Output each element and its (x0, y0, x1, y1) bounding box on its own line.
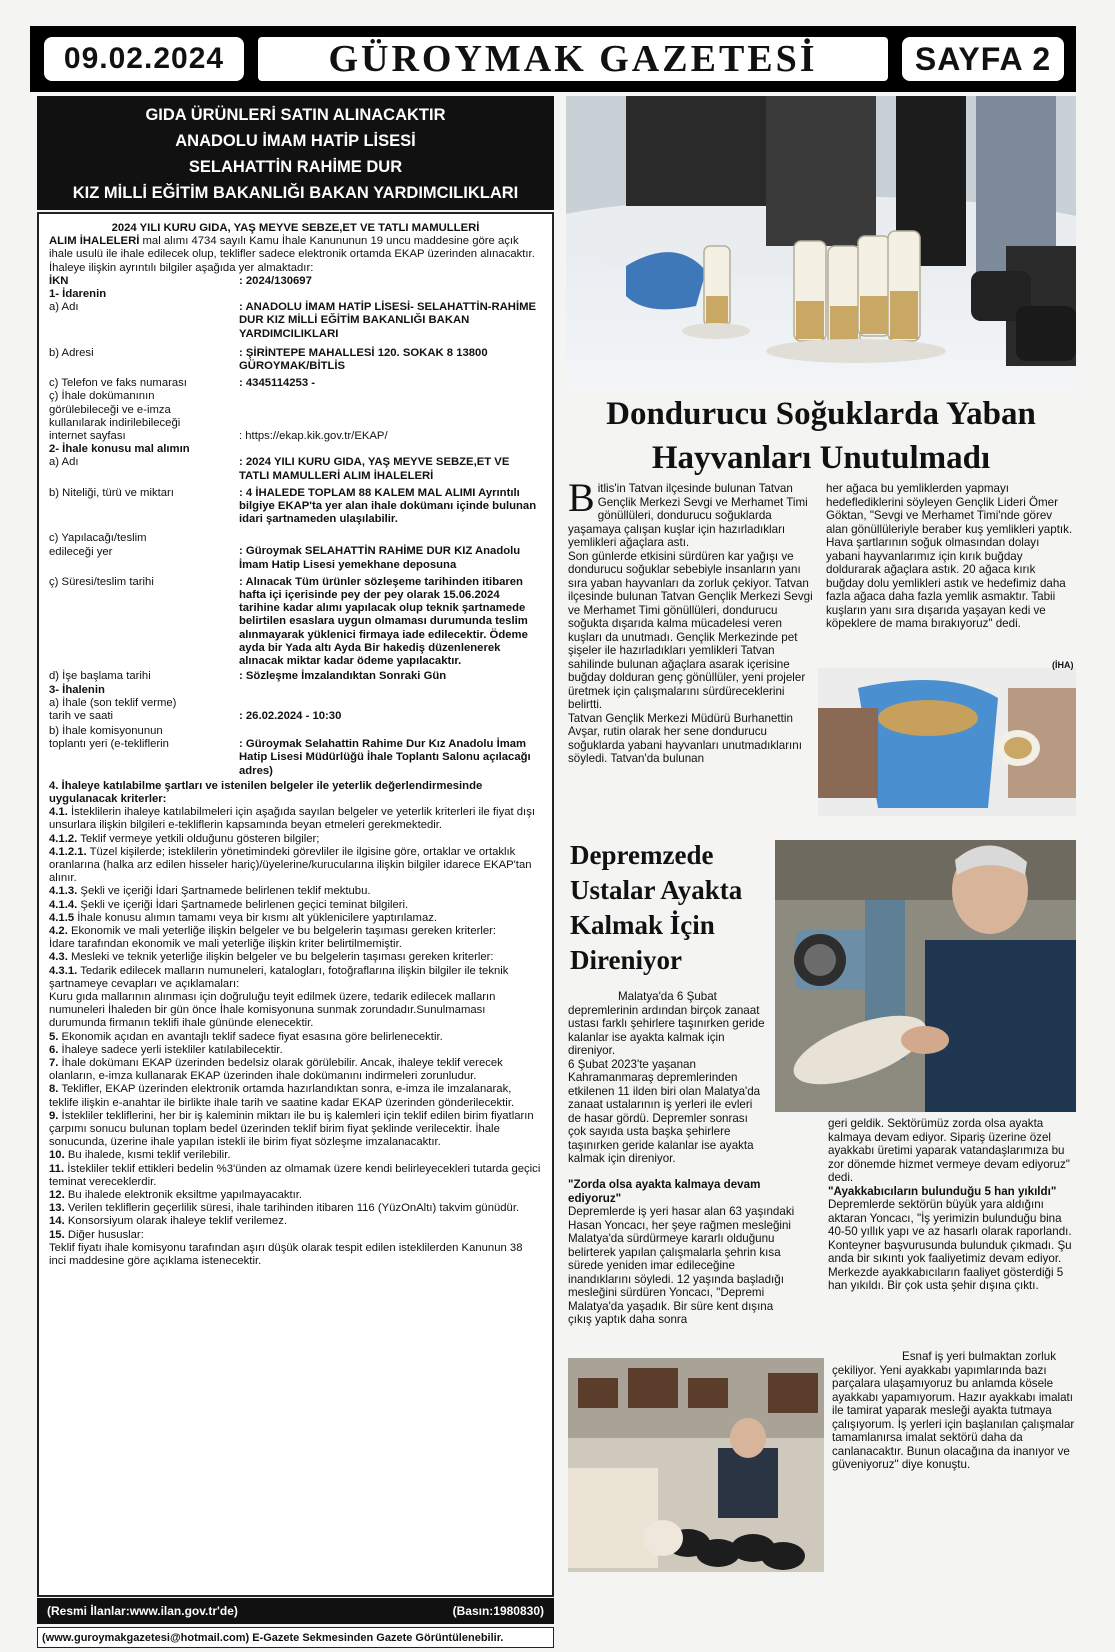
photo-credit: (İHA) (1052, 660, 1074, 670)
section-heading: 3- İhalenin (49, 683, 105, 696)
ilan-paragraph (49, 1110, 542, 1150)
ilan-intro (49, 235, 542, 261)
paragraph-text: Verilen tekliflerin geçerlilik süresi, ihale tarihinden itibaren 116 (YüzOnAltı) takvim günüdür. (64, 1202, 520, 1215)
article2-para: Depremlerde sektörün büyük yara aldığını aktaran Yoncacı, "İş yerimizin bulunduğu bina 40-50 yıllık yapı ve az hasarlı olarak raporlandı. Konteyner başvurusunda bulunduk çıkmadı. Şu anda bir sıkıntı yok faaliyetimiz devam ediyor. Merkezde ayakkabıcıların faaliyet gösterdiği 5 han yıkıldı. Bir çok usta şehir dışına çıktı. (828, 1198, 1072, 1292)
paragraph-text: İstekliler tekliflerini, her bir iş kaleminin miktarı ile bu iş kalemleri için teklif edilen birim fiyatların çarpımı sonucu bulunan toplam bedel üzerinden teklif birim fiyat şeklinde verilecektir. İhale sonucunda, üzerine ihale yapılan istekli ile birim fiyat sözleşme imzalanacaktır. (49, 1109, 534, 1149)
kv-baslama (49, 670, 542, 683)
ilan-header-line: SELAHATTİN RAHİME DUR (188, 158, 403, 176)
ilan-intro-text: mal alımı 4734 sayılı Kamu İhale Kanununun 19 uncu maddesine göre açık ihale usulü ile ihale edilecek olup, teklifler sadece elektronik ortamda EKAP üzerinden alınacaktır. (49, 235, 535, 261)
article1-para: Son günlerde etkisini sürdüren kar yağışı ve dondurucu soğuklar sebebiyle insanların yanı sıra yaban hayvanları da zorluk çekiyor. Tatvan ilçesinde bulunan Tatvan Gençlik Merkezi Sevgi ve Merhamet Timi gönüllüleri, dondurucu soğukta dışarıda kalma mücadelesi veren kuşları da unutmadı. Gençlik Merkezinde pet şişeler ile hazırladıkları yemlikleri Tatvan sahilinde bulunan ağaçlara asarak içerisine buğday dolduran genç gönüllüler, yeni projeler üretmek için çalışmalarını sürdüreceklerini belirtti. (568, 549, 813, 711)
article2-headline (570, 838, 770, 978)
ilan-paragraph (49, 1242, 542, 1268)
paragraph-number: 4.1.2. (49, 832, 78, 845)
paragraph-text: Ekonomik açıdan en avantajlı teklif sadece fiyat esasına göre belirlenecektir. (58, 1030, 443, 1043)
kv-value: : 4345114253 - (239, 377, 316, 390)
ilan-header-line: KIZ MİLLİ EĞİTİM BAKANLIĞI BAKAN YARDIMCILIKLARI (72, 184, 519, 202)
article1-lead: itlis'in Tatvan ilçesinde bulunan Tatvan Gençlik Merkezi Sevgi ve Merhamet Timi gönüllüleri, dondurucu soğuklarda yaşamaya çalışan kuşlar için hazırladıkları yemlikleri ağaçlara astı. (568, 482, 808, 549)
headline-line: Direniyor (570, 945, 682, 975)
shoemaker-photo (775, 840, 1076, 1112)
section-heading: 4. İhaleye katılabilme şartları ve istenilen belgeler ile yeterlik değerlendirmesinde uygulanacak kriterler: (49, 779, 483, 805)
paragraph-text: Bu ihalede elektronik eksiltme yapılmayacaktır. (64, 1189, 303, 1202)
kv-value: : 2024/130697 (239, 274, 312, 287)
paragraph-text: Diğer hususlar: (64, 1228, 144, 1241)
kv-toplanti-yeri (49, 725, 542, 778)
page-number: SAYFA 2 (902, 37, 1064, 81)
ilan-body (37, 212, 554, 1597)
ilan-paragraph (49, 833, 542, 846)
ilan-paragraph (49, 1163, 542, 1189)
paragraph-number: 12. (49, 1189, 65, 1202)
paragraph-text: Ekonomik ve mali yeterliğe ilişkin belgeler ve bu belgelerin taşıması gereken kriterler: (67, 924, 497, 937)
feeder-filling-photo (818, 668, 1076, 816)
kv-label: b) Niteliği, türü ve miktarı (49, 486, 174, 499)
kv-value: : 4 İHALEDE TOPLAM 88 KALEM MAL ALIMI Ayrıntılı bilgiye EKAP'ta yer alan ihale dokümanı içinde bulunan idari şartnameden ulaşılabilir. (239, 486, 537, 526)
kv-label: c) Yapılacağı/teslim edileceği yer (49, 532, 147, 558)
ilan-header-line: ANADOLU İMAM HATİP LİSESİ (175, 132, 416, 150)
paragraph-number: 6. (49, 1043, 59, 1056)
paragraph-text: Tüzel kişilerde; isteklilerin yönetimindeki görevliler ile ilgisine göre, ortaklar ve ortaklık oranlarına (halka arz edilen hisseler hariç)/üyelerine/kurucularına ilişkin bilgiler idarece EKAP'tan alınır. (49, 845, 532, 885)
article1-para: her ağaca bu yemliklerden yapmayı hedeflediklerini söyleyen Gençlik Lideri Ömer Göktan, "Sevgi ve Merhamet Timi'nde görev alan gönüllüleriyle beraber kuş yemlikleri yaptık. Hava şartlarının soğuk olmasından dolayı yabani hayvanlarımız için kırık buğday doldurarak ağaçlara astık. 20 ağaca kırık buğday dolu yemlikleri astık ve hedefimiz daha fazla ağaca daha fazla yemlik asmaktır. Tabii kuşların yanı sıra dışarıda yaşayan kedi ve köpeklere de mama bırakıyoruz" dedi. (826, 482, 1073, 630)
ilan-paragraph (49, 938, 542, 951)
ilan-footer (37, 1598, 554, 1624)
article1-col1 (568, 475, 814, 766)
paragraph-text: Teklifler, EKAP üzerinden elektronik ortamda hazırlandıktan sonra, e-imza ile imzalanarak, teklife ilişkin e-anahtar ile birlikte ihale tarih ve saatine kadar EKAP üzerinden gönderilecektir. (49, 1083, 515, 1109)
paragraph-number: 5. (49, 1030, 59, 1043)
paragraph-text: Konsorsiyum olarak ihaleye teklif verilemez. (64, 1215, 287, 1228)
ilan-header-line: GIDA ÜRÜNLERİ SATIN ALINACAKTIR (145, 106, 446, 124)
paragraph-number: 4.1. (49, 806, 68, 819)
ilan-paragraph (49, 899, 542, 912)
article2-subheading: "Zorda olsa ayakta kalmaya devam ediyoruz" (568, 1178, 761, 1205)
ilan-intro-bold: ALIM İHALELERİ (49, 235, 140, 248)
article1-para: Tatvan Gençlik Merkezi Müdürü Burhanettin Avşar, rutin olarak her sene dondurucu soğuklarda yabani hayvanları unutmadıklarını söyledi. Tatvan'da bulunan (568, 711, 802, 765)
basin-number: (Basın:1980830) (452, 1604, 544, 1618)
ilan-paragraphs (49, 806, 542, 1268)
kv-value: : ANADOLU İMAM HATİP LİSESİ- SELAHATTİN-RAHİME DUR KIZ MİLLİ EĞİTİM BAKANLIĞI BAKAN YARDIMCILIKLARI (239, 301, 537, 340)
article2-subheading: "Ayakkabıcıların bulunduğu 5 han yıkıldı" (828, 1184, 1057, 1198)
paragraph-number: 15. (49, 1228, 65, 1241)
paragraph-text: Teklif fiyatı ihale komisyonu tarafından aşırı düşük olarak tespit edilen isteklilerden Kanunun 38 inci maddesine göre açıklama istenecektir. (49, 1241, 523, 1268)
paragraph-number: 4.2. (49, 924, 68, 937)
ilan-paragraph (49, 885, 542, 898)
paragraph-number: 14. (49, 1215, 65, 1228)
paragraph-number: 4.3. (49, 951, 68, 964)
ilan-paragraph (49, 806, 542, 832)
ilan-paragraph (49, 925, 542, 938)
newspaper-title: GÜROYMAK GAZETESİ (258, 37, 888, 81)
section-heading: 1- İdarenin (49, 288, 107, 301)
paragraph-text: Tedarik edilecek malların numuneleri, katalogları, fotoğraflarına ilişkin bilgiler ile teknik şartnameye cevapları ve açıklamaları: (49, 964, 509, 990)
kv-label: b) Adresi (49, 346, 94, 359)
headline-line: Hayvanları Unutulmadı (651, 440, 991, 476)
ilan-paragraph (49, 846, 542, 886)
paragraph-text: İsteklilerin ihaleye katılabilmeleri için aşağıda sayılan belgeler ve yeterlik kriterleri ile fiyat dışı unsurlara ilişkin bilgileri e-tekliflerin kapsamında beyan etmeleri gerekmektedir. (49, 806, 535, 832)
ilan-paragraph (49, 1215, 542, 1228)
kv-label: a) Adı (49, 456, 79, 469)
ilan-paragraph (49, 1149, 542, 1162)
kv-label: a) Adı (49, 301, 79, 314)
kv-value: : 2024 YILI KURU GIDA, YAŞ MEYVE SEBZE,ET VE TATLI MAMULLERİ ALIM İHALELERİ (239, 456, 510, 482)
paragraph-text: İhale dokümanı EKAP üzerinden bedelsiz olarak görülebilir. Ancak, ihaleye teklif verecek olanların, e-imza kullanarak EKAP üzerinden ihale dokümanını indirmeleri zorunludur. (49, 1056, 503, 1083)
article2-para: Esnaf iş yeri bulmaktan zorluk çekiliyor. Yeni ayakkabı yapımlarında bazı parçalara ulaşamıyoruz bu anlamda kösele ayakkabı yapamıyorum. Hazır ayakkabı imalatı ile tamirat yaparak mesleği ayakta tutmaya çalışıyorum. İş yerleri için başlanılan çalışmalar tamamlanırsa imalat sektörü daha da canlanacaktır. Bunun olacağına da inanıyor ve güveniyoruz" diye konuştu. (832, 1350, 1075, 1471)
paragraph-number: 4.1.3. (49, 885, 78, 898)
article1-headline (566, 392, 1076, 480)
paragraph-number: 4.1.5 (49, 911, 75, 924)
article2-para: geri geldik. Sektörümüz zorda olsa ayakta kalmaya devam ediyor. Sipariş üzerine özel ayakkabı üretimi yaparak vatandaşlarımıza bu zor dönemde hizmet vermeye devam ediyoruz" dedi. (828, 1117, 1070, 1184)
kv-ihale-tarihi (49, 697, 542, 723)
kv-ikn (49, 275, 542, 288)
kv-dokuman (49, 390, 542, 443)
paragraph-text: İdare tarafından ekonomik ve mali yeterliğe ilişkin kriter belirtilmemiştir. (49, 938, 402, 951)
kv-nitelik (49, 487, 542, 527)
ilan-paragraph (49, 991, 542, 1031)
paragraph-text: Şekli ve içeriği İdari Şartnamede belirlenen geçici teminat bilgileri. (77, 898, 409, 911)
shoe-shop-photo (568, 1358, 824, 1572)
kv-label: İKN (49, 274, 69, 287)
article2-col2a (828, 1117, 1076, 1293)
ilan-paragraph (49, 965, 542, 991)
kv-label: ç) Süresi/teslim tarihi (49, 575, 154, 588)
article2-col1a (568, 990, 768, 1166)
ilan-header (37, 96, 554, 210)
ilan-intro-text2: İhaleye ilişkin ayrıntılı bilgiler aşağıda yer almaktadır: (49, 261, 314, 274)
section-heading: 2- İhale konusu mal alımın (49, 443, 190, 456)
paragraph-text: Mesleki ve teknik yeterliğe ilişkin belgeler ve bu belgelerin taşıması gereken kriterler: (67, 951, 494, 964)
kv-mal-adi (49, 456, 542, 482)
kv-value: : Sözleşme İmzalandıktan Sonraki Gün (239, 670, 447, 683)
headline-line: Kalmak İçin (570, 910, 715, 940)
kv-value: : Alınacak Tüm ürünler sözleşeme tarihinden itibaren hafta içi içerisinde pey der pey olarak 15.06.2024 tarihine kadar alımı yapılacak olup teknik şartnamede belirtilen esaslara uygun olmaması durumunda teslim alınmayarak yüklenici firmaya iade edilecektir. Ödeme ayda bir Yada altı Ayda Bir hakediş düzenlenerek alınacak miktar kadar ödeme yapılacaktır. (239, 575, 528, 668)
issue-date: 09.02.2024 (44, 37, 244, 81)
kv-telefon (49, 377, 542, 390)
paragraph-text: İhaleye sadece yerli istekliler katılabilecektir. (58, 1043, 283, 1056)
kv-idare-adi (49, 301, 542, 341)
kv-label: b) İhale komisyonunun toplantı yeri (e-tekliflerin (49, 725, 169, 751)
article2-para: Malatya'da 6 Şubat depremlerinin ardından birçok zanaat ustası farklı şehirlere taşınırken geride kalanlar ise ayakta kalmak için direniyor. (568, 990, 765, 1057)
paragraph-text: İstekliler teklif ettikleri bedelin %3'ünden az olmamak üzere kendi belirleyecekleri tutarda geçici teminat vereceklerdir. (49, 1162, 541, 1188)
kv-label: c) Telefon ve faks numarası (49, 377, 187, 390)
paragraph-text: Bu ihalede, kısmi teklif verilebilir. (64, 1149, 231, 1162)
dropcap: B (568, 475, 595, 520)
kv-value: : 26.02.2024 - 10:30 (239, 709, 342, 722)
bird-feeder-photo (566, 96, 1076, 394)
ilan-intro-title: 2024 YILI KURU GIDA, YAŞ MEYVE SEBZE,ET VE TATLI MAMULLERİ (111, 222, 480, 234)
egazete-note: (www.guroymakgazetesi@hotmail.com) E-Gazete Sekmesinden Gazete Görüntülenebilir. (37, 1627, 554, 1648)
ilan-paragraph (49, 951, 542, 964)
paragraph-number: 8. (49, 1083, 59, 1096)
ilan-paragraph (49, 912, 542, 925)
paragraph-number: 10. (49, 1149, 65, 1162)
article2-para: 6 Şubat 2023'te yaşanan Kahramanmaraş depremlerinden etkilenen 11 ilden biri olan Malatya'da zanaat ustalarının iş yerleri ile evleri de hasar gördü. Depremler sonrası çok sayıda usta başka şehirlere taşınırken geride kalanlar ise ayakta kalmak için direniyor. (568, 1057, 761, 1165)
headline-line: Ustalar Ayakta (570, 875, 743, 905)
ilan-paragraph (49, 1202, 542, 1215)
paragraph-number: 9. (49, 1109, 59, 1122)
paragraph-text: Şekli ve içeriği İdari Şartnamede belirlenen teklif mektubu. (77, 885, 371, 898)
resmi-ilan-note: (Resmi İlanlar:www.ilan.gov.tr'de) (47, 1604, 238, 1618)
article2-col2b (832, 1350, 1076, 1472)
article2-col1b (568, 1178, 800, 1327)
headline-line: Dondurucu Soğuklarda Yaban (606, 396, 1036, 432)
paragraph-number: 7. (49, 1056, 59, 1069)
kv-value: : Güroymak SELAHATTİN RAHİME DUR KIZ Anadolu İmam Hatip Lisesi yemekhane deposuna (239, 545, 521, 571)
ilan-paragraph (49, 1189, 542, 1202)
kv-value: : Güroymak Selahattin Rahime Dur Kız Anadolu İmam Hatip Lisesi Müdürlüğü İhale Toplantı Salonu açılacağı adres) (239, 738, 531, 777)
ilan-paragraph (49, 1229, 542, 1242)
kv-label: ç) İhale dokümanının görülebileceği ve e-imza kullanılarak indirilebileceği internet sayfası (49, 390, 181, 443)
paragraph-number: 13. (49, 1202, 65, 1215)
paragraph-text: İhale konusu alımın tamamı veya bir kısmı alt yüklenicilere yaptırılamaz. (74, 911, 438, 924)
kv-label: d) İşe başlama tarihi (49, 670, 151, 683)
masthead (30, 26, 1076, 92)
headline-line: Depremzede (570, 840, 714, 870)
ilan-paragraph (49, 1057, 542, 1083)
kv-value: : ŞİRİNTEPE MAHALLESİ 120. SOKAK 8 13800 GÜROYMAK/BİTLİS (239, 346, 488, 373)
kv-adres (49, 347, 542, 373)
paragraph-text: Kuru gıda mallarının alınması için doğruluğu teyit edilmek üzere, tedarik edilecek malların numuneleri İhaleden bir gün önce İhale komisyonuna sunmak zorundadır.Sunulmaması durumunda firmanın teklifi ihale gününde elenecektir. (49, 990, 496, 1030)
kv-value: : https://ekap.kik.gov.tr/EKAP/ (239, 430, 388, 443)
paragraph-number: 4.3.1. (49, 964, 78, 977)
kv-label: a) İhale (son teklif verme) tarih ve saati (49, 696, 177, 722)
kv-sure (49, 576, 542, 668)
kv-teslim-yeri (49, 532, 542, 571)
article1-col2 (826, 482, 1076, 631)
article2-para: Depremlerde iş yeri hasar alan 63 yaşındaki Hasan Yoncacı, her şeye rağmen mesleğini Malatya'da sürdürmeye kararlı olduğunu belirterek yapılan çalışmalarla şehrin kısa sürede yeniden imar edileceğine inandıklarını söyledi. 12 yaşında başladığı mesleğini sürdüren Yoncacı, "Depremi Malatya'da yaşadık. Bir süre kent dışına çıkış yaptık daha sonra (568, 1205, 795, 1326)
ilan-paragraph (49, 1083, 542, 1109)
paragraph-number: 4.1.4. (49, 898, 78, 911)
paragraph-number: 11. (49, 1162, 65, 1175)
paragraph-text: Teklif vermeye yetkili olduğunu gösteren bilgiler; (77, 832, 320, 845)
ilan-paragraph (49, 1031, 542, 1044)
paragraph-number: 4.1.2.1. (49, 845, 87, 858)
ilan-paragraph (49, 1044, 542, 1057)
